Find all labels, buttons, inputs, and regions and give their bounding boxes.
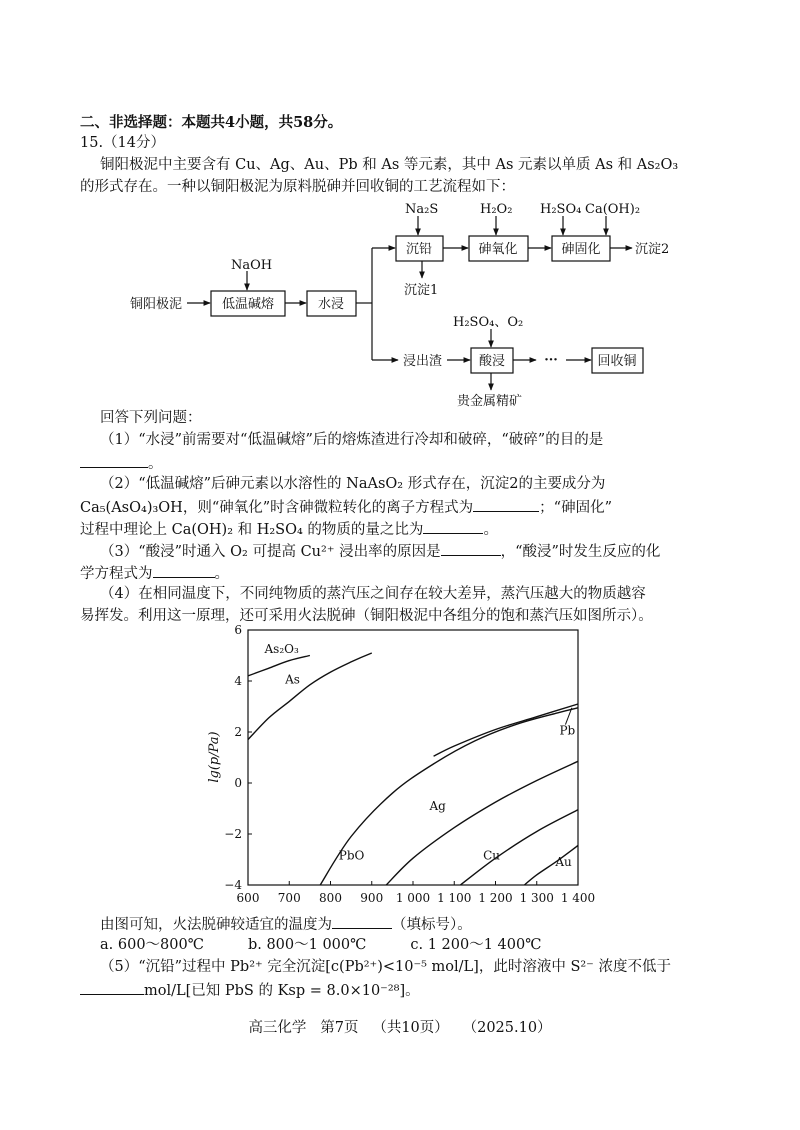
- x-tick-label: 1 400: [560, 891, 596, 905]
- label-acid-leach: 酸浸: [478, 354, 506, 369]
- y-tick-label: 0: [234, 776, 242, 790]
- y-tick-label: 2: [234, 725, 242, 739]
- y-axis-label: lg(p/Pa): [207, 731, 222, 783]
- q4-answer-line: [100, 913, 472, 935]
- label-lead-ppt: 沉铅: [405, 242, 433, 257]
- x-tick-label: 1 000: [395, 891, 431, 905]
- q4-after-chart-a: 由图可知，火法脱砷较适宜的温度为: [100, 917, 332, 933]
- label-h2so4: H₂SO₄: [540, 202, 582, 217]
- curve-label: Cu: [483, 848, 501, 863]
- y-tick-label: −4: [224, 878, 242, 892]
- x-tick-label: 700: [277, 891, 301, 905]
- answer-intro: 回答下列问题：: [100, 410, 202, 426]
- label-h2o2: H₂O₂: [480, 202, 513, 217]
- x-tick-label: 600: [236, 891, 260, 905]
- label-recover-cu: 回收铜: [597, 354, 637, 369]
- q3-line-1a: （3）“酸浸”时通入 O₂ 可提高 Cu²⁺ 浸出率的原因是: [100, 544, 441, 560]
- label-ellipsis: ···: [544, 353, 558, 368]
- curve-label: As₂O₃: [264, 641, 299, 656]
- curve-cu: [460, 810, 578, 885]
- q2-period: 。: [483, 522, 498, 538]
- q2-line-1: （2）“低温碱熔”后砷元素以水溶性的 NaAsO₂ 形式存在，沉淀2的主要成分为: [100, 476, 606, 492]
- q2-line-2b: ；“砷固化”: [539, 500, 612, 516]
- label-acid-o2: H₂SO₄、O₂: [453, 315, 524, 330]
- q3-line-1b: ，“酸浸”时发生反应的化: [500, 544, 661, 560]
- label-naoh: NaOH: [231, 258, 273, 273]
- x-tick-label: 1 300: [519, 891, 554, 905]
- curve-label: PbO: [338, 848, 365, 863]
- curve-as: [248, 653, 372, 740]
- x-tick-label: 1 200: [478, 891, 513, 905]
- q3-line-2a: 学方程式为: [80, 566, 153, 582]
- page-footer: 高三化学 第7页 （共10页） （2025.10）: [248, 1020, 552, 1036]
- q4-after-chart-b: （填标号）。: [392, 917, 472, 933]
- plot-frame: [248, 630, 578, 885]
- curve-label: Au: [555, 854, 572, 869]
- label-ppt2: 沉淀2: [635, 242, 670, 257]
- q5-line-1: （5）“沉铅”过程中 Pb²⁺ 完全沉淀[c(Pb²⁺)<10⁻⁵ mol/L]，此时溶液中 S²⁻ 浓度不低于: [100, 959, 671, 975]
- curve-label: Pb: [559, 723, 576, 738]
- q4-options: [100, 935, 541, 955]
- q2-line-3a: 过程中理论上 Ca(OH)₂ 和 H₂SO₄ 的物质的量之比为: [80, 522, 424, 538]
- curve-pb: [434, 704, 578, 756]
- q5-answer-blank[interactable]: [80, 979, 144, 995]
- label-raw: 铜阳极泥: [130, 297, 183, 312]
- label-ppt1: 沉淀1: [404, 283, 439, 298]
- curve-label: Ag: [429, 798, 446, 813]
- q4-line-2: 易挥发。利用这一原理，还可采用火法脱砷（铜阳极泥中各组分的饱和蒸汽压如图所示）。: [80, 608, 653, 624]
- q1-period: 。: [148, 456, 163, 472]
- q5-line-2: [80, 979, 420, 1001]
- label-leach: 水浸: [317, 297, 345, 312]
- x-tick-label: 900: [360, 891, 384, 905]
- y-tick-label: 4: [234, 674, 242, 688]
- label-fusion: 低温碱熔: [221, 297, 275, 312]
- option-b: b. 800～1 000℃: [247, 937, 367, 953]
- curve-aso: [248, 656, 310, 676]
- curve-label: As: [285, 672, 300, 687]
- y-tick-label: −2: [224, 827, 242, 841]
- intro-line-1: 铜阳极泥中主要含有 Cu、Ag、Au、Pb 和 As 等元素，其中 As 元素以单质 As 和 As₂O₃: [100, 157, 679, 173]
- q1-text: （1）“水浸”前需要对“低温碱熔”后的熔炼渣进行冷却和破碎，“破碎”的目的是: [100, 432, 604, 448]
- section-title: 二、非选择题：本题共4小题，共58分。: [80, 114, 343, 131]
- label-precious: 贵金属精矿: [457, 394, 523, 409]
- question-header: 15.（14分）: [80, 135, 166, 151]
- label-as-oxidation: 砷氧化: [478, 242, 518, 257]
- label-as-fixation: 砷固化: [561, 242, 601, 257]
- y-tick-label: 6: [234, 623, 242, 637]
- q3-period: 。: [214, 566, 229, 582]
- label-na2s: Na₂S: [405, 202, 439, 217]
- intro-line-2: 的形式存在。一种以铜阳极泥为原料脱砷并回收铜的工艺流程如下：: [80, 179, 515, 195]
- q2-line-2a: Ca₅(AsO₄)₃OH，则“砷氧化”时含砷微粒转化的离子方程式为: [80, 500, 474, 516]
- option-a: a. 600～800℃: [100, 937, 204, 953]
- q4-line-1: （4）在相同温度下，不同纯物质的蒸汽压之间存在较大差异，蒸汽压越大的物质越容: [100, 586, 646, 602]
- q5-line-2-text: mol/L[已知 PbS 的 Ksp = 8.0×10⁻²⁸]。: [144, 983, 420, 999]
- label-residue: 浸出渣: [403, 354, 443, 369]
- option-c: c. 1 200～1 400℃: [410, 937, 542, 953]
- x-tick-label: 800: [319, 891, 342, 905]
- q4-temperature-blank[interactable]: [332, 913, 392, 929]
- x-tick-label: 1 100: [437, 891, 472, 905]
- label-caoh2: Ca(OH)₂: [585, 202, 641, 217]
